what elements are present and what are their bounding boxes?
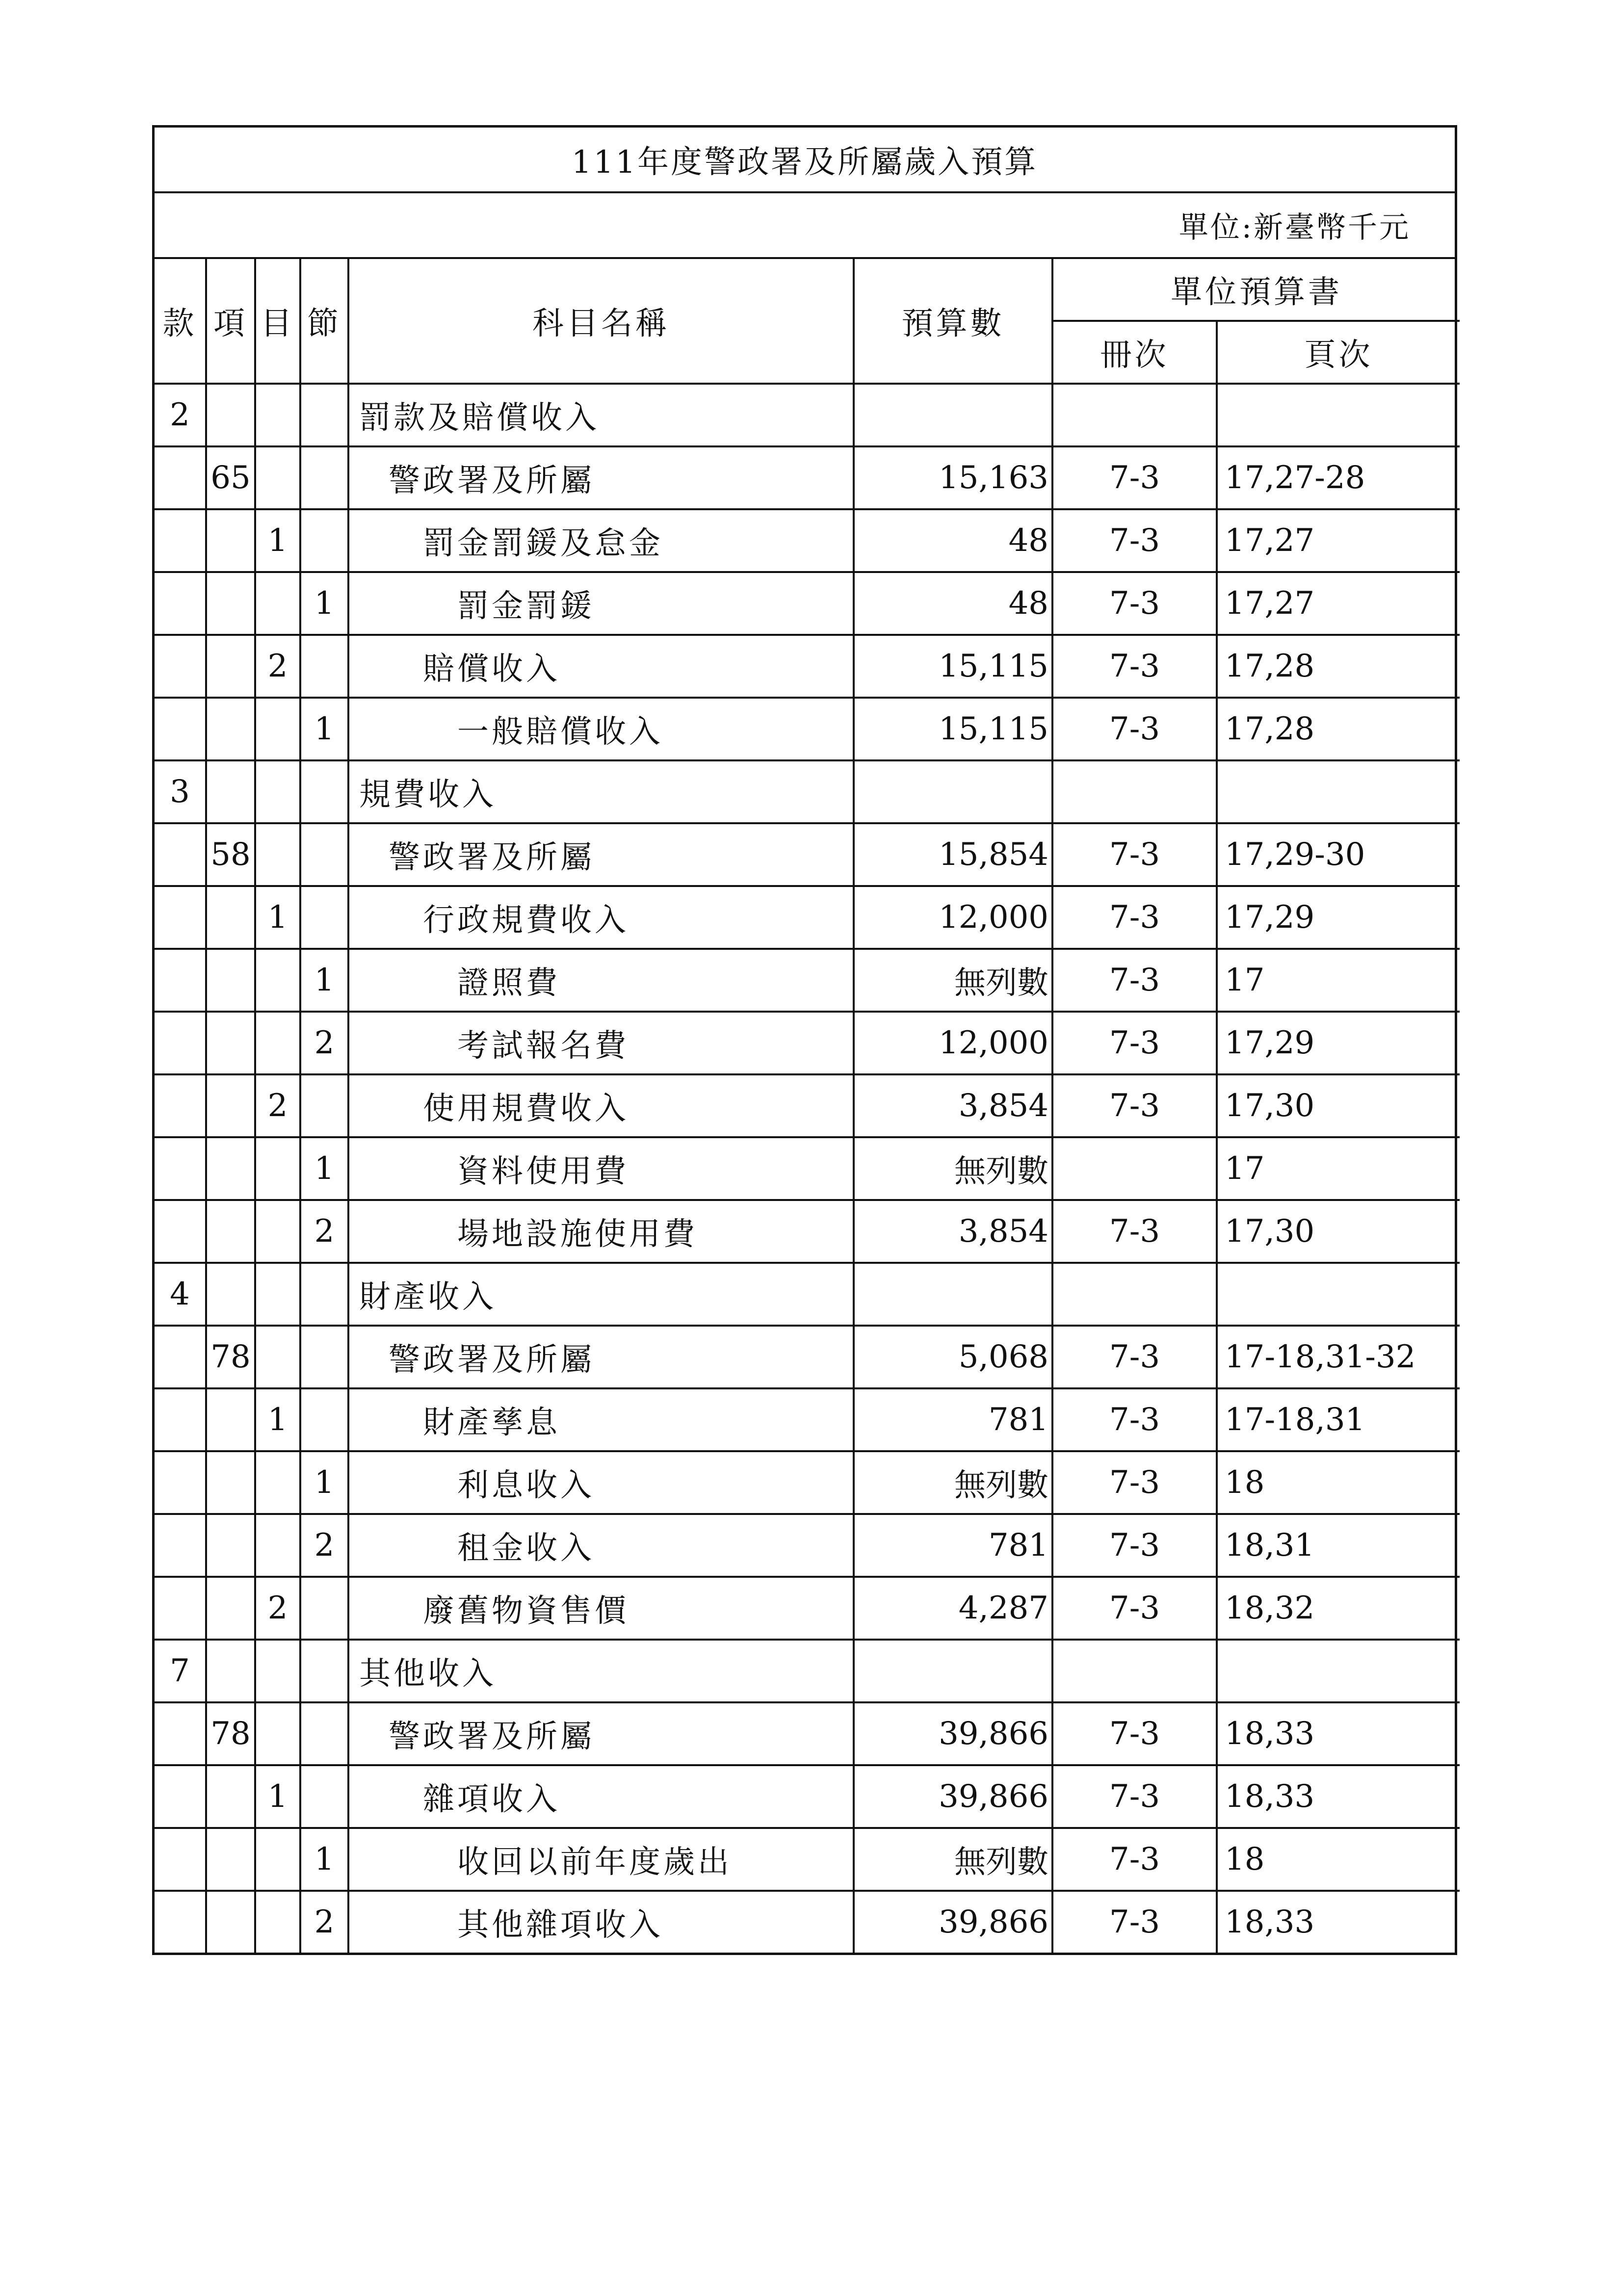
amount-cell: 781	[854, 1514, 1052, 1577]
kuan-cell	[155, 1074, 206, 1137]
page-cell: 18,31	[1217, 1514, 1460, 1577]
mu-cell	[255, 384, 300, 446]
header-mu: 目	[255, 259, 300, 384]
xiang-cell	[206, 1451, 255, 1514]
jie-cell	[300, 1326, 348, 1388]
xiang-cell	[206, 1891, 255, 1953]
jie-cell: 2	[300, 1012, 348, 1074]
page-cell: 17,27	[1217, 509, 1460, 572]
volume-cell: 7-3	[1052, 823, 1217, 886]
xiang-cell	[206, 1263, 255, 1326]
mu-cell	[255, 760, 300, 823]
header-item-name: 科目名稱	[348, 259, 854, 384]
currency-unit: 單位:新臺幣千元	[155, 193, 1455, 259]
item-name-cell: 罰金罰鍰及怠金	[348, 509, 854, 572]
table-row	[155, 1263, 1460, 1326]
header-jie: 節	[300, 259, 348, 384]
item-name-cell: 資料使用費	[348, 1137, 854, 1200]
jie-cell	[300, 1074, 348, 1137]
kuan-cell	[155, 446, 206, 509]
xiang-cell	[206, 1012, 255, 1074]
page-cell: 18,32	[1217, 1577, 1460, 1640]
jie-cell	[300, 384, 348, 446]
page-cell: 17,30	[1217, 1074, 1460, 1137]
page-cell	[1217, 1263, 1460, 1326]
table-row	[155, 1388, 1460, 1451]
table-row	[155, 760, 1460, 823]
xiang-cell	[206, 384, 255, 446]
volume-cell: 7-3	[1052, 1514, 1217, 1577]
mu-cell	[255, 1451, 300, 1514]
item-name-cell: 使用規費收入	[348, 1074, 854, 1137]
item-name-cell: 警政署及所屬	[348, 1326, 854, 1388]
mu-cell: 1	[255, 1388, 300, 1451]
mu-cell: 1	[255, 509, 300, 572]
item-name-cell: 財產孳息	[348, 1388, 854, 1451]
header-page: 頁次	[1217, 321, 1460, 384]
mu-cell: 1	[255, 1765, 300, 1828]
volume-cell	[1052, 1263, 1217, 1326]
volume-cell: 7-3	[1052, 698, 1217, 760]
kuan-cell	[155, 1137, 206, 1200]
mu-cell	[255, 572, 300, 635]
kuan-cell: 7	[155, 1640, 206, 1702]
header-unit-budget-book: 單位預算書	[1052, 259, 1460, 321]
page-cell: 17,28	[1217, 698, 1460, 760]
item-name-cell: 利息收入	[348, 1451, 854, 1514]
jie-cell	[300, 1263, 348, 1326]
xiang-cell	[206, 1577, 255, 1640]
volume-cell: 7-3	[1052, 635, 1217, 698]
mu-cell	[255, 1828, 300, 1891]
volume-cell: 7-3	[1052, 886, 1217, 949]
item-name-cell: 其他收入	[348, 1640, 854, 1702]
amount-cell: 48	[854, 509, 1052, 572]
table-row	[155, 698, 1460, 760]
amount-cell: 無列數	[854, 1451, 1052, 1514]
kuan-cell	[155, 698, 206, 760]
budget-sheet	[152, 125, 1457, 1955]
table-row	[155, 1451, 1460, 1514]
amount-cell: 4,287	[854, 1577, 1052, 1640]
table-row	[155, 1640, 1460, 1702]
mu-cell	[255, 1326, 300, 1388]
amount-cell: 無列數	[854, 1137, 1052, 1200]
page-cell: 17,27	[1217, 572, 1460, 635]
xiang-cell	[206, 949, 255, 1012]
volume-cell: 7-3	[1052, 1388, 1217, 1451]
header-xiang: 項	[206, 259, 255, 384]
jie-cell	[300, 635, 348, 698]
amount-cell: 48	[854, 572, 1052, 635]
jie-cell	[300, 446, 348, 509]
jie-cell	[300, 886, 348, 949]
page-cell: 17,27-28	[1217, 446, 1460, 509]
table-row	[155, 1765, 1460, 1828]
page-cell: 18	[1217, 1451, 1460, 1514]
xiang-cell	[206, 1137, 255, 1200]
page-cell: 18	[1217, 1828, 1460, 1891]
volume-cell: 7-3	[1052, 1577, 1217, 1640]
page-cell: 17-18,31-32	[1217, 1326, 1460, 1388]
kuan-cell: 4	[155, 1263, 206, 1326]
mu-cell	[255, 1891, 300, 1953]
amount-cell: 39,866	[854, 1702, 1052, 1765]
item-name-cell: 其他雜項收入	[348, 1891, 854, 1953]
kuan-cell	[155, 1765, 206, 1828]
volume-cell	[1052, 1640, 1217, 1702]
mu-cell	[255, 698, 300, 760]
table-row	[155, 572, 1460, 635]
amount-cell	[854, 1640, 1052, 1702]
mu-cell	[255, 1012, 300, 1074]
table-row	[155, 949, 1460, 1012]
amount-cell	[854, 384, 1052, 446]
amount-cell: 15,163	[854, 446, 1052, 509]
page-cell: 18,33	[1217, 1891, 1460, 1953]
volume-cell	[1052, 1137, 1217, 1200]
table-row	[155, 823, 1460, 886]
table-row	[155, 1200, 1460, 1263]
table-row	[155, 1137, 1460, 1200]
amount-cell: 15,115	[854, 635, 1052, 698]
mu-cell: 2	[255, 1074, 300, 1137]
xiang-cell	[206, 572, 255, 635]
header-row	[155, 259, 1460, 321]
table-row	[155, 1326, 1460, 1388]
jie-cell	[300, 823, 348, 886]
table-row	[155, 1891, 1460, 1953]
mu-cell: 2	[255, 1577, 300, 1640]
jie-cell	[300, 1577, 348, 1640]
jie-cell: 2	[300, 1514, 348, 1577]
item-name-cell: 警政署及所屬	[348, 1702, 854, 1765]
kuan-cell: 3	[155, 760, 206, 823]
mu-cell	[255, 949, 300, 1012]
xiang-cell	[206, 1388, 255, 1451]
amount-cell: 781	[854, 1388, 1052, 1451]
jie-cell	[300, 1765, 348, 1828]
item-name-cell: 規費收入	[348, 760, 854, 823]
mu-cell	[255, 1137, 300, 1200]
xiang-cell	[206, 1200, 255, 1263]
kuan-cell	[155, 1514, 206, 1577]
kuan-cell	[155, 1891, 206, 1953]
amount-cell: 3,854	[854, 1074, 1052, 1137]
item-name-cell: 收回以前年度歲出	[348, 1828, 854, 1891]
item-name-cell: 一般賠償收入	[348, 698, 854, 760]
volume-cell: 7-3	[1052, 1702, 1217, 1765]
page-cell: 17-18,31	[1217, 1388, 1460, 1451]
volume-cell: 7-3	[1052, 1326, 1217, 1388]
jie-cell: 1	[300, 949, 348, 1012]
page-cell	[1217, 760, 1460, 823]
item-name-cell: 租金收入	[348, 1514, 854, 1577]
volume-cell: 7-3	[1052, 1891, 1217, 1953]
item-name-cell: 雜項收入	[348, 1765, 854, 1828]
jie-cell	[300, 509, 348, 572]
mu-cell	[255, 1640, 300, 1702]
table-row	[155, 446, 1460, 509]
page-cell: 17	[1217, 949, 1460, 1012]
jie-cell: 1	[300, 698, 348, 760]
xiang-cell: 78	[206, 1326, 255, 1388]
jie-cell	[300, 1702, 348, 1765]
jie-cell: 1	[300, 1828, 348, 1891]
page-cell: 17,29	[1217, 886, 1460, 949]
jie-cell: 1	[300, 1137, 348, 1200]
volume-cell: 7-3	[1052, 1074, 1217, 1137]
item-name-cell: 財產收入	[348, 1263, 854, 1326]
table-row	[155, 1702, 1460, 1765]
xiang-cell	[206, 509, 255, 572]
mu-cell	[255, 446, 300, 509]
xiang-cell	[206, 886, 255, 949]
table-row	[155, 1012, 1460, 1074]
volume-cell: 7-3	[1052, 1200, 1217, 1263]
table-row	[155, 635, 1460, 698]
mu-cell	[255, 1200, 300, 1263]
volume-cell: 7-3	[1052, 446, 1217, 509]
xiang-cell	[206, 635, 255, 698]
volume-cell: 7-3	[1052, 572, 1217, 635]
amount-cell: 12,000	[854, 886, 1052, 949]
item-name-cell: 場地設施使用費	[348, 1200, 854, 1263]
amount-cell: 12,000	[854, 1012, 1052, 1074]
item-name-cell: 廢舊物資售價	[348, 1577, 854, 1640]
page-cell: 17,30	[1217, 1200, 1460, 1263]
table-row	[155, 1577, 1460, 1640]
volume-cell: 7-3	[1052, 509, 1217, 572]
volume-cell: 7-3	[1052, 949, 1217, 1012]
kuan-cell	[155, 1828, 206, 1891]
item-name-cell: 警政署及所屬	[348, 823, 854, 886]
page-cell: 17,29-30	[1217, 823, 1460, 886]
amount-cell: 3,854	[854, 1200, 1052, 1263]
kuan-cell	[155, 1326, 206, 1388]
budget-table	[155, 259, 1460, 1953]
xiang-cell	[206, 1074, 255, 1137]
item-name-cell: 罰款及賠償收入	[348, 384, 854, 446]
page-cell: 18,33	[1217, 1702, 1460, 1765]
kuan-cell	[155, 1577, 206, 1640]
kuan-cell	[155, 949, 206, 1012]
page-cell: 18,33	[1217, 1765, 1460, 1828]
header-amount: 預算數	[854, 259, 1052, 384]
page-cell	[1217, 1640, 1460, 1702]
item-name-cell: 行政規費收入	[348, 886, 854, 949]
document-title: 111年度警政署及所屬歲入預算	[155, 128, 1455, 193]
amount-cell: 15,115	[854, 698, 1052, 760]
kuan-cell	[155, 1012, 206, 1074]
amount-cell: 5,068	[854, 1326, 1052, 1388]
jie-cell: 2	[300, 1200, 348, 1263]
page-cell	[1217, 384, 1460, 446]
table-row	[155, 886, 1460, 949]
page-cell: 17	[1217, 1137, 1460, 1200]
xiang-cell: 58	[206, 823, 255, 886]
budget-rows	[155, 384, 1460, 1953]
mu-cell	[255, 1263, 300, 1326]
amount-cell: 39,866	[854, 1765, 1052, 1828]
table-row	[155, 384, 1460, 446]
kuan-cell	[155, 886, 206, 949]
mu-cell	[255, 823, 300, 886]
page-cell: 17,29	[1217, 1012, 1460, 1074]
xiang-cell: 78	[206, 1702, 255, 1765]
kuan-cell	[155, 823, 206, 886]
jie-cell: 2	[300, 1891, 348, 1953]
xiang-cell	[206, 1765, 255, 1828]
kuan-cell	[155, 572, 206, 635]
item-name-cell: 賠償收入	[348, 635, 854, 698]
amount-cell	[854, 760, 1052, 823]
kuan-cell	[155, 1451, 206, 1514]
kuan-cell	[155, 1702, 206, 1765]
item-name-cell: 證照費	[348, 949, 854, 1012]
jie-cell	[300, 760, 348, 823]
jie-cell	[300, 1388, 348, 1451]
amount-cell: 39,866	[854, 1891, 1052, 1953]
xiang-cell: 65	[206, 446, 255, 509]
xiang-cell	[206, 1514, 255, 1577]
mu-cell	[255, 1702, 300, 1765]
table-row	[155, 509, 1460, 572]
jie-cell: 1	[300, 1451, 348, 1514]
mu-cell	[255, 1514, 300, 1577]
mu-cell: 2	[255, 635, 300, 698]
xiang-cell	[206, 1640, 255, 1702]
item-name-cell: 罰金罰鍰	[348, 572, 854, 635]
mu-cell: 1	[255, 886, 300, 949]
xiang-cell	[206, 698, 255, 760]
amount-cell	[854, 1263, 1052, 1326]
item-name-cell: 考試報名費	[348, 1012, 854, 1074]
header-volume: 冊次	[1052, 321, 1217, 384]
amount-cell: 無列數	[854, 949, 1052, 1012]
item-name-cell: 警政署及所屬	[348, 446, 854, 509]
kuan-cell	[155, 1388, 206, 1451]
volume-cell	[1052, 384, 1217, 446]
table-row	[155, 1514, 1460, 1577]
jie-cell	[300, 1640, 348, 1702]
table-row	[155, 1074, 1460, 1137]
page-cell: 17,28	[1217, 635, 1460, 698]
amount-cell: 15,854	[854, 823, 1052, 886]
xiang-cell	[206, 760, 255, 823]
kuan-cell: 2	[155, 384, 206, 446]
volume-cell: 7-3	[1052, 1828, 1217, 1891]
kuan-cell	[155, 635, 206, 698]
kuan-cell	[155, 509, 206, 572]
amount-cell: 無列數	[854, 1828, 1052, 1891]
xiang-cell	[206, 1828, 255, 1891]
jie-cell: 1	[300, 572, 348, 635]
kuan-cell	[155, 1200, 206, 1263]
volume-cell: 7-3	[1052, 1765, 1217, 1828]
volume-cell: 7-3	[1052, 1012, 1217, 1074]
volume-cell: 7-3	[1052, 1451, 1217, 1514]
header-kuan: 款	[155, 259, 206, 384]
volume-cell	[1052, 760, 1217, 823]
table-row	[155, 1828, 1460, 1891]
